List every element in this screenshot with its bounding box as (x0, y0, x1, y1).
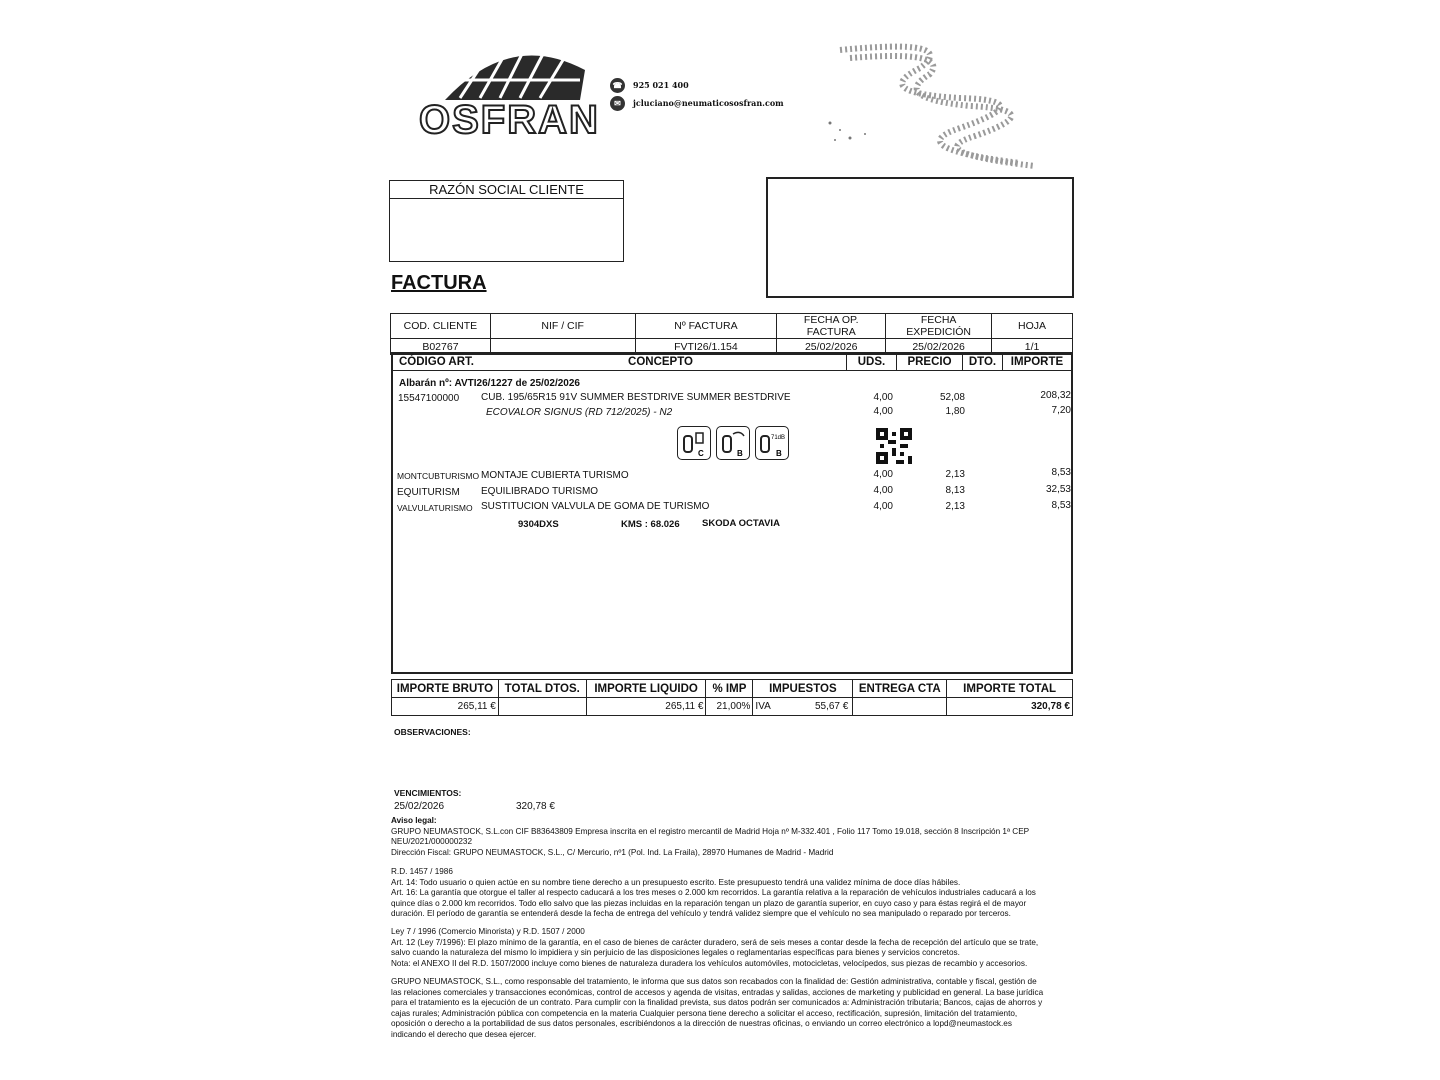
albaran-ref: Albarán nº: AVTI26/1227 de 25/02/2026 (399, 378, 580, 389)
totals-header: IMPORTE TOTAL (947, 680, 1073, 698)
totals-header: % IMP (706, 680, 753, 698)
noise-icon (755, 426, 789, 460)
item-code: MONTCUBTURISMO (397, 471, 480, 481)
grade-label: C (698, 449, 704, 458)
item-concept: MONTAJE CUBIERTA TURISMO (481, 470, 629, 481)
legal-line: salvo cuando la naturaleza del mismo lo impidiera y sin perjuicio de las disposiciones legales o reglamentarias específicas para bienes y servicios concretos. (391, 948, 960, 957)
contact-info (610, 76, 784, 112)
info-header: FECHA OP. FACTURA (777, 314, 886, 339)
legal-line: GRUPO NEUMASTOCK, S.L., como responsable del tratamiento, le informa que sus datos son recabados con la finalidad de: Gestión administrativa, contable y fiscal, gestión de (391, 977, 1037, 986)
totals-header: IMPUESTOS (753, 680, 853, 698)
tire-tracks-graphic (810, 38, 1070, 170)
legal-line: Ley 7 / 1996 (Comercio Minorista) y R.D. 1507 / 2000 (391, 927, 585, 936)
legal-line: duración. El período de garantía se entenderá desde la fecha de entrega del vehículo y tendrá validez siempre que el vehículo no sea manipulado o reparado por terceros. (391, 909, 1011, 918)
item-concept: EQUILIBRADO TURISMO (481, 486, 599, 497)
legal-line: R.D. 1457 / 1986 (391, 867, 453, 876)
tax-amount: 55,67 € (814, 701, 849, 712)
col-code: CÓDIGO ART. (399, 356, 474, 368)
grade-label: B (737, 449, 743, 458)
total-discounts (498, 698, 586, 716)
vehicle-plate: 9304DXS (518, 519, 559, 530)
item-code: EQUITURISM (397, 487, 460, 498)
legal-label: Aviso legal: (391, 816, 437, 825)
email-address: jcluciano@neumaticososfran.com (633, 98, 784, 108)
totals-header: ENTREGA CTA (853, 680, 947, 698)
item-units: 4,00 (873, 469, 893, 480)
col-price: PRECIO (897, 354, 963, 370)
item-amount: 208,32 (1040, 390, 1071, 401)
item-price: 52,08 (939, 392, 965, 403)
client-name-box (389, 180, 624, 262)
legal-line: Art. 16: La garantía que otorgue el taller al respecto caducará a los tres meses o 2.000 km recorridos. La garantía relativa a la reparación de vehículos industriales caducará a los (391, 888, 1036, 897)
gross-amount: 265,11 € (392, 698, 499, 716)
page-number: 1/1 (992, 339, 1073, 355)
vehicle-kms: KMS : 68.026 (621, 519, 680, 530)
document-title: FACTURA (391, 272, 487, 294)
item-amount: 8,53 (1051, 467, 1071, 478)
phone-icon: ☎ (610, 78, 625, 93)
item-code: VALVULATURISMO (397, 503, 473, 513)
legal-line: para el tratamiento es la ejecución de un contrato. Para cumplir con la finalidad prevista, sus datos podrán ser comunicados a: Administración tributaria; Bancos, cajas de ahorros y (391, 998, 1043, 1007)
client-address-box (766, 177, 1074, 298)
item-price: 8,13 (945, 485, 965, 496)
totals-header-row (392, 680, 1073, 698)
due-amount: 320,78 € (516, 801, 555, 812)
item-price: 2,13 (945, 501, 965, 512)
info-header: Nº FACTURA (635, 314, 777, 339)
totals-header: IMPORTE LIQUIDO (586, 680, 706, 698)
company-logo (415, 40, 605, 140)
fuel-efficiency-icon (677, 426, 711, 460)
item-units: 4,00 (873, 501, 893, 512)
info-header: COD. CLIENTE (391, 314, 491, 339)
info-header-row (391, 314, 1073, 339)
privacy-block (391, 977, 1081, 1040)
info-header: HOJA (992, 314, 1073, 339)
operation-date: 25/02/2026 (777, 339, 886, 355)
observations-label: OBSERVACIONES: (394, 727, 471, 737)
col-units: UDS. (847, 354, 897, 370)
legal-ley-block (391, 927, 1081, 969)
item-concept: SUSTITUCION VALVULA DE GOMA DE TURISMO (481, 501, 710, 512)
due-dates-label: VENCIMIENTOS: (394, 788, 462, 798)
item-code: 15547100000 (398, 393, 460, 404)
grade-label: B (776, 449, 782, 458)
totals-header: TOTAL DTOS. (498, 680, 586, 698)
info-header: NIF / CIF (490, 314, 635, 339)
legal-line: GRUPO NEUMASTOCK, S.L.con CIF B83643809 Empresa inscrita en el registro mercantil de Madrid Hoja nº M-332.401 , Folio 117 Tomo 19.018, sección 8 Inscripción 1ª CEP (391, 826, 1030, 836)
legal-line: Nota: el ANEXO II del R.D. 1507/2000 incluye como bienes de naturaleza duradera los vehículos automóviles, motocicletas, velocípedos, sus piezas de recambio y accesorios. (391, 958, 1028, 968)
tax-cell (753, 698, 853, 716)
item-units: 4,00 (873, 485, 893, 496)
item-amount: 32,53 (1045, 484, 1071, 495)
legal-line: Art. 12 (Ley 7/1996): El plazo mínimo de la garantía, en el caso de bienes de carácter duradero, será de seis meses a contar desde la fecha de recepción del artículo que se trate, (391, 937, 1039, 947)
item-concept: CUB. 195/65R15 91V SUMMER BESTDRIVE SUMMER BESTDRIVE (481, 392, 791, 403)
totals-table (391, 679, 1073, 716)
total-amount: 320,78 € (947, 698, 1073, 716)
phone-number: 925 021 400 (633, 80, 689, 90)
vehicle-model: SKODA OCTAVIA (702, 518, 780, 529)
qr-code (876, 428, 912, 464)
tax-name: IVA (755, 701, 771, 712)
invoice-number: FVTI26/1.154 (635, 339, 777, 355)
info-header: FECHA EXPEDICIÓN (886, 314, 992, 339)
item-concept: ECOVALOR SIGNUS (RD 712/2025) - N2 (486, 407, 673, 418)
issue-date: 25/02/2026 (886, 339, 992, 355)
legal-line: quince días o 2.000 km recorridos. Todo ello salvo que las piezas incluidas en la reparación tengan un plazo de garantía superior, en cuyo caso y para éstas regirá el de mayor (391, 898, 1027, 908)
client-code: B02767 (391, 339, 491, 355)
totals-value-row (392, 698, 1073, 716)
item-price: 2,13 (945, 469, 965, 480)
invoice-lines (391, 352, 1073, 674)
item-price: 1,80 (945, 406, 965, 417)
col-amount: IMPORTE (1010, 356, 1064, 368)
item-units: 4,00 (873, 406, 893, 417)
totals-header: IMPORTE BRUTO (392, 680, 499, 698)
legal-line: indicando el derecho que desea ejercer. (391, 1029, 537, 1039)
wet-grip-icon (716, 426, 750, 460)
payment-on-account (853, 698, 947, 716)
item-amount: 8,53 (1051, 500, 1071, 511)
invoice-info-table (390, 313, 1073, 355)
logo-wordmark: OSFRAN (419, 98, 600, 142)
item-amount: 7,20 (1051, 405, 1071, 416)
legal-line: cajas rurales; Administración pública con competencia en la materia Cualquier persona tiene derecho a solicitar el acceso, rectificación, supresión, limitación del tratamiento, (391, 1008, 1018, 1018)
net-amount: 265,11 € (586, 698, 706, 716)
item-units: 4,00 (873, 392, 893, 403)
legal-line: oposición o derecho a la portabilidad de sus datos personales, escribiéndonos a la dirección de nuestras oficinas, o enviando un correo electrónico a lopd@neumastock.es (391, 1019, 1012, 1028)
legal-line: las relaciones comerciales y transacciones económicas, control de accesos y agenda de visitas, entradas y salidas, acciones de marketing y publicidad en general. La base jurídica (391, 987, 1044, 997)
client-heading: RAZÓN SOCIAL CLIENTE (390, 181, 623, 199)
col-concept: CONCEPTO (475, 354, 847, 370)
due-date: 25/02/2026 (394, 801, 445, 812)
tire-tread-graphic (415, 40, 605, 102)
legal-line: Art. 14: Todo usuario o quien actúe en su nombre tiene derecho a un presupuesto escrito. Este presupuesto tendrá una validez mínima de doce días hábiles. (391, 877, 961, 887)
legal-rd-block (391, 867, 1081, 920)
email-icon: ✉ (610, 96, 625, 111)
noise-value: 71dB (771, 435, 786, 441)
legal-line: NEU/2021/000000232 (391, 837, 473, 846)
legal-notice (391, 816, 1081, 858)
legal-line: Dirección Fiscal: GRUPO NEUMASTOCK, S.L., C/ Mercurio, nº1 (Pol. Ind. La Fraila), 28970 Humanes de Madrid - Madrid (391, 847, 834, 857)
tax-percent: 21,00% (706, 698, 753, 716)
col-discount: DTO. (963, 354, 1003, 370)
lines-header (393, 354, 1071, 371)
